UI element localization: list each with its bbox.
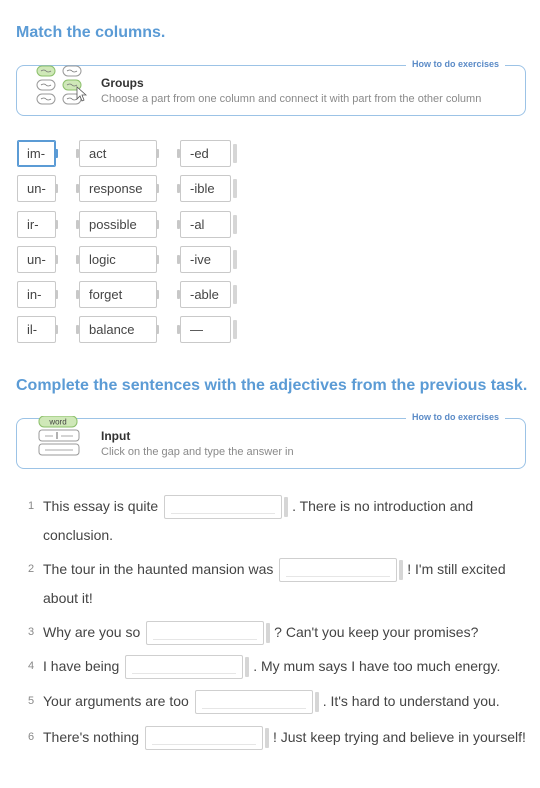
column-item-suffix[interactable]: -able (180, 281, 231, 308)
connector-knob[interactable] (55, 255, 58, 264)
item-bar (233, 144, 237, 163)
sentence-number: 5 (28, 695, 35, 707)
column-item-suffix[interactable]: -al (180, 211, 231, 238)
input-icon-word: word (49, 417, 67, 427)
column-item-prefix[interactable]: in- (17, 281, 56, 308)
column-item-suffix[interactable]: -ed (180, 140, 231, 167)
column-item-prefix[interactable]: un- (17, 175, 56, 202)
item-bar (233, 320, 237, 339)
item-bar (233, 215, 237, 234)
gap-bar (315, 692, 319, 712)
info-description: Choose a part from one column and connect it with part from the other column (101, 93, 482, 105)
info-box-input (16, 412, 526, 469)
sentence-after: . My mum says I have too much energy. (253, 658, 501, 674)
answer-gap[interactable] (164, 495, 282, 519)
column-item-suffix[interactable]: — (180, 316, 231, 343)
column-item-prefix[interactable]: ir- (17, 211, 56, 238)
connector-knob[interactable] (76, 149, 79, 158)
connector-knob[interactable] (55, 220, 58, 229)
input-icon (33, 416, 87, 462)
sentence-after: . There is no introduction and conclusion. (43, 498, 474, 543)
connector-knob[interactable] (55, 290, 58, 299)
column-item-root[interactable]: possible (79, 211, 157, 238)
connector-knob[interactable] (156, 325, 159, 334)
connector-knob[interactable] (177, 290, 180, 299)
connector-knob[interactable] (156, 184, 159, 193)
sentence-item (28, 618, 528, 647)
sentence-after: ! I'm still excited about it! (43, 561, 506, 606)
connector-knob[interactable] (156, 220, 159, 229)
info-description: Click on the gap and type the answer in (101, 446, 294, 458)
gap-bar (265, 728, 269, 748)
info-box-groups (16, 59, 526, 116)
sentence-number: 3 (28, 626, 35, 638)
section-heading-match: Match the columns. (16, 24, 166, 41)
connector-knob[interactable] (55, 325, 58, 334)
groups-icon (33, 63, 87, 109)
info-title: Groups (101, 76, 144, 90)
connector-knob[interactable] (55, 184, 58, 193)
sentence-number: 4 (28, 660, 35, 672)
answer-gap[interactable] (146, 621, 264, 645)
connector-knob[interactable] (156, 149, 159, 158)
connector-knob[interactable] (76, 255, 79, 264)
connector-knob[interactable] (177, 184, 180, 193)
answer-gap[interactable] (145, 726, 263, 750)
gap-bar (399, 560, 403, 580)
column-item-suffix[interactable]: -ive (180, 246, 231, 273)
column-item-prefix[interactable]: un- (17, 246, 56, 273)
sentence-item (28, 687, 528, 716)
column-item-prefix[interactable]: il- (17, 316, 56, 343)
sentence-number: 1 (28, 500, 35, 512)
sentence-item (28, 652, 528, 681)
connector-knob[interactable] (177, 255, 180, 264)
column-item-root[interactable]: act (79, 140, 157, 167)
answer-gap[interactable] (125, 655, 243, 679)
answer-gap[interactable] (279, 558, 397, 582)
sentence-before: I have being (43, 658, 120, 674)
connector-knob[interactable] (156, 255, 159, 264)
item-bar (233, 285, 237, 304)
sentence-before: This essay is quite (43, 498, 159, 514)
section-heading-complete: Complete the sentences with the adjectives from the previous task. (16, 377, 528, 394)
connector-knob[interactable] (177, 220, 180, 229)
sentence-after: . It's hard to understand you. (322, 693, 500, 709)
column-item-prefix[interactable]: im- (17, 140, 56, 167)
column-item-suffix[interactable]: -ible (180, 175, 231, 202)
connector-knob[interactable] (177, 149, 180, 158)
sentence-number: 6 (28, 731, 35, 743)
gap-bar (266, 623, 270, 643)
sentence-after: ! Just keep trying and believe in yourself! (272, 729, 526, 745)
how-to-link[interactable]: How to do exercises (406, 59, 505, 69)
sentence-number: 2 (28, 563, 35, 575)
gap-bar (284, 497, 288, 517)
sentence-before: There's nothing (43, 729, 140, 745)
column-item-root[interactable]: forget (79, 281, 157, 308)
connector-knob[interactable] (177, 325, 180, 334)
column-item-root[interactable]: response (79, 175, 157, 202)
sentence-item (28, 723, 528, 752)
how-to-link[interactable]: How to do exercises (406, 412, 505, 422)
sentence-item (28, 492, 528, 550)
sentence-before: Why are you so (43, 624, 141, 640)
connector-knob[interactable] (55, 149, 58, 158)
connector-knob[interactable] (76, 290, 79, 299)
answer-gap[interactable] (195, 690, 313, 714)
connector-knob[interactable] (76, 220, 79, 229)
item-bar (233, 250, 237, 269)
sentence-after: ? Can't you keep your promises? (274, 624, 479, 640)
sentence-item (28, 555, 528, 613)
sentence-before: Your arguments are too (43, 693, 189, 709)
sentence-before: The tour in the haunted mansion was (43, 561, 274, 577)
item-bar (233, 179, 237, 198)
gap-bar (245, 657, 249, 677)
column-item-root[interactable]: logic (79, 246, 157, 273)
info-title: Input (101, 429, 131, 443)
connector-knob[interactable] (156, 290, 159, 299)
connector-knob[interactable] (76, 325, 79, 334)
column-item-root[interactable]: balance (79, 316, 157, 343)
connector-knob[interactable] (76, 184, 79, 193)
